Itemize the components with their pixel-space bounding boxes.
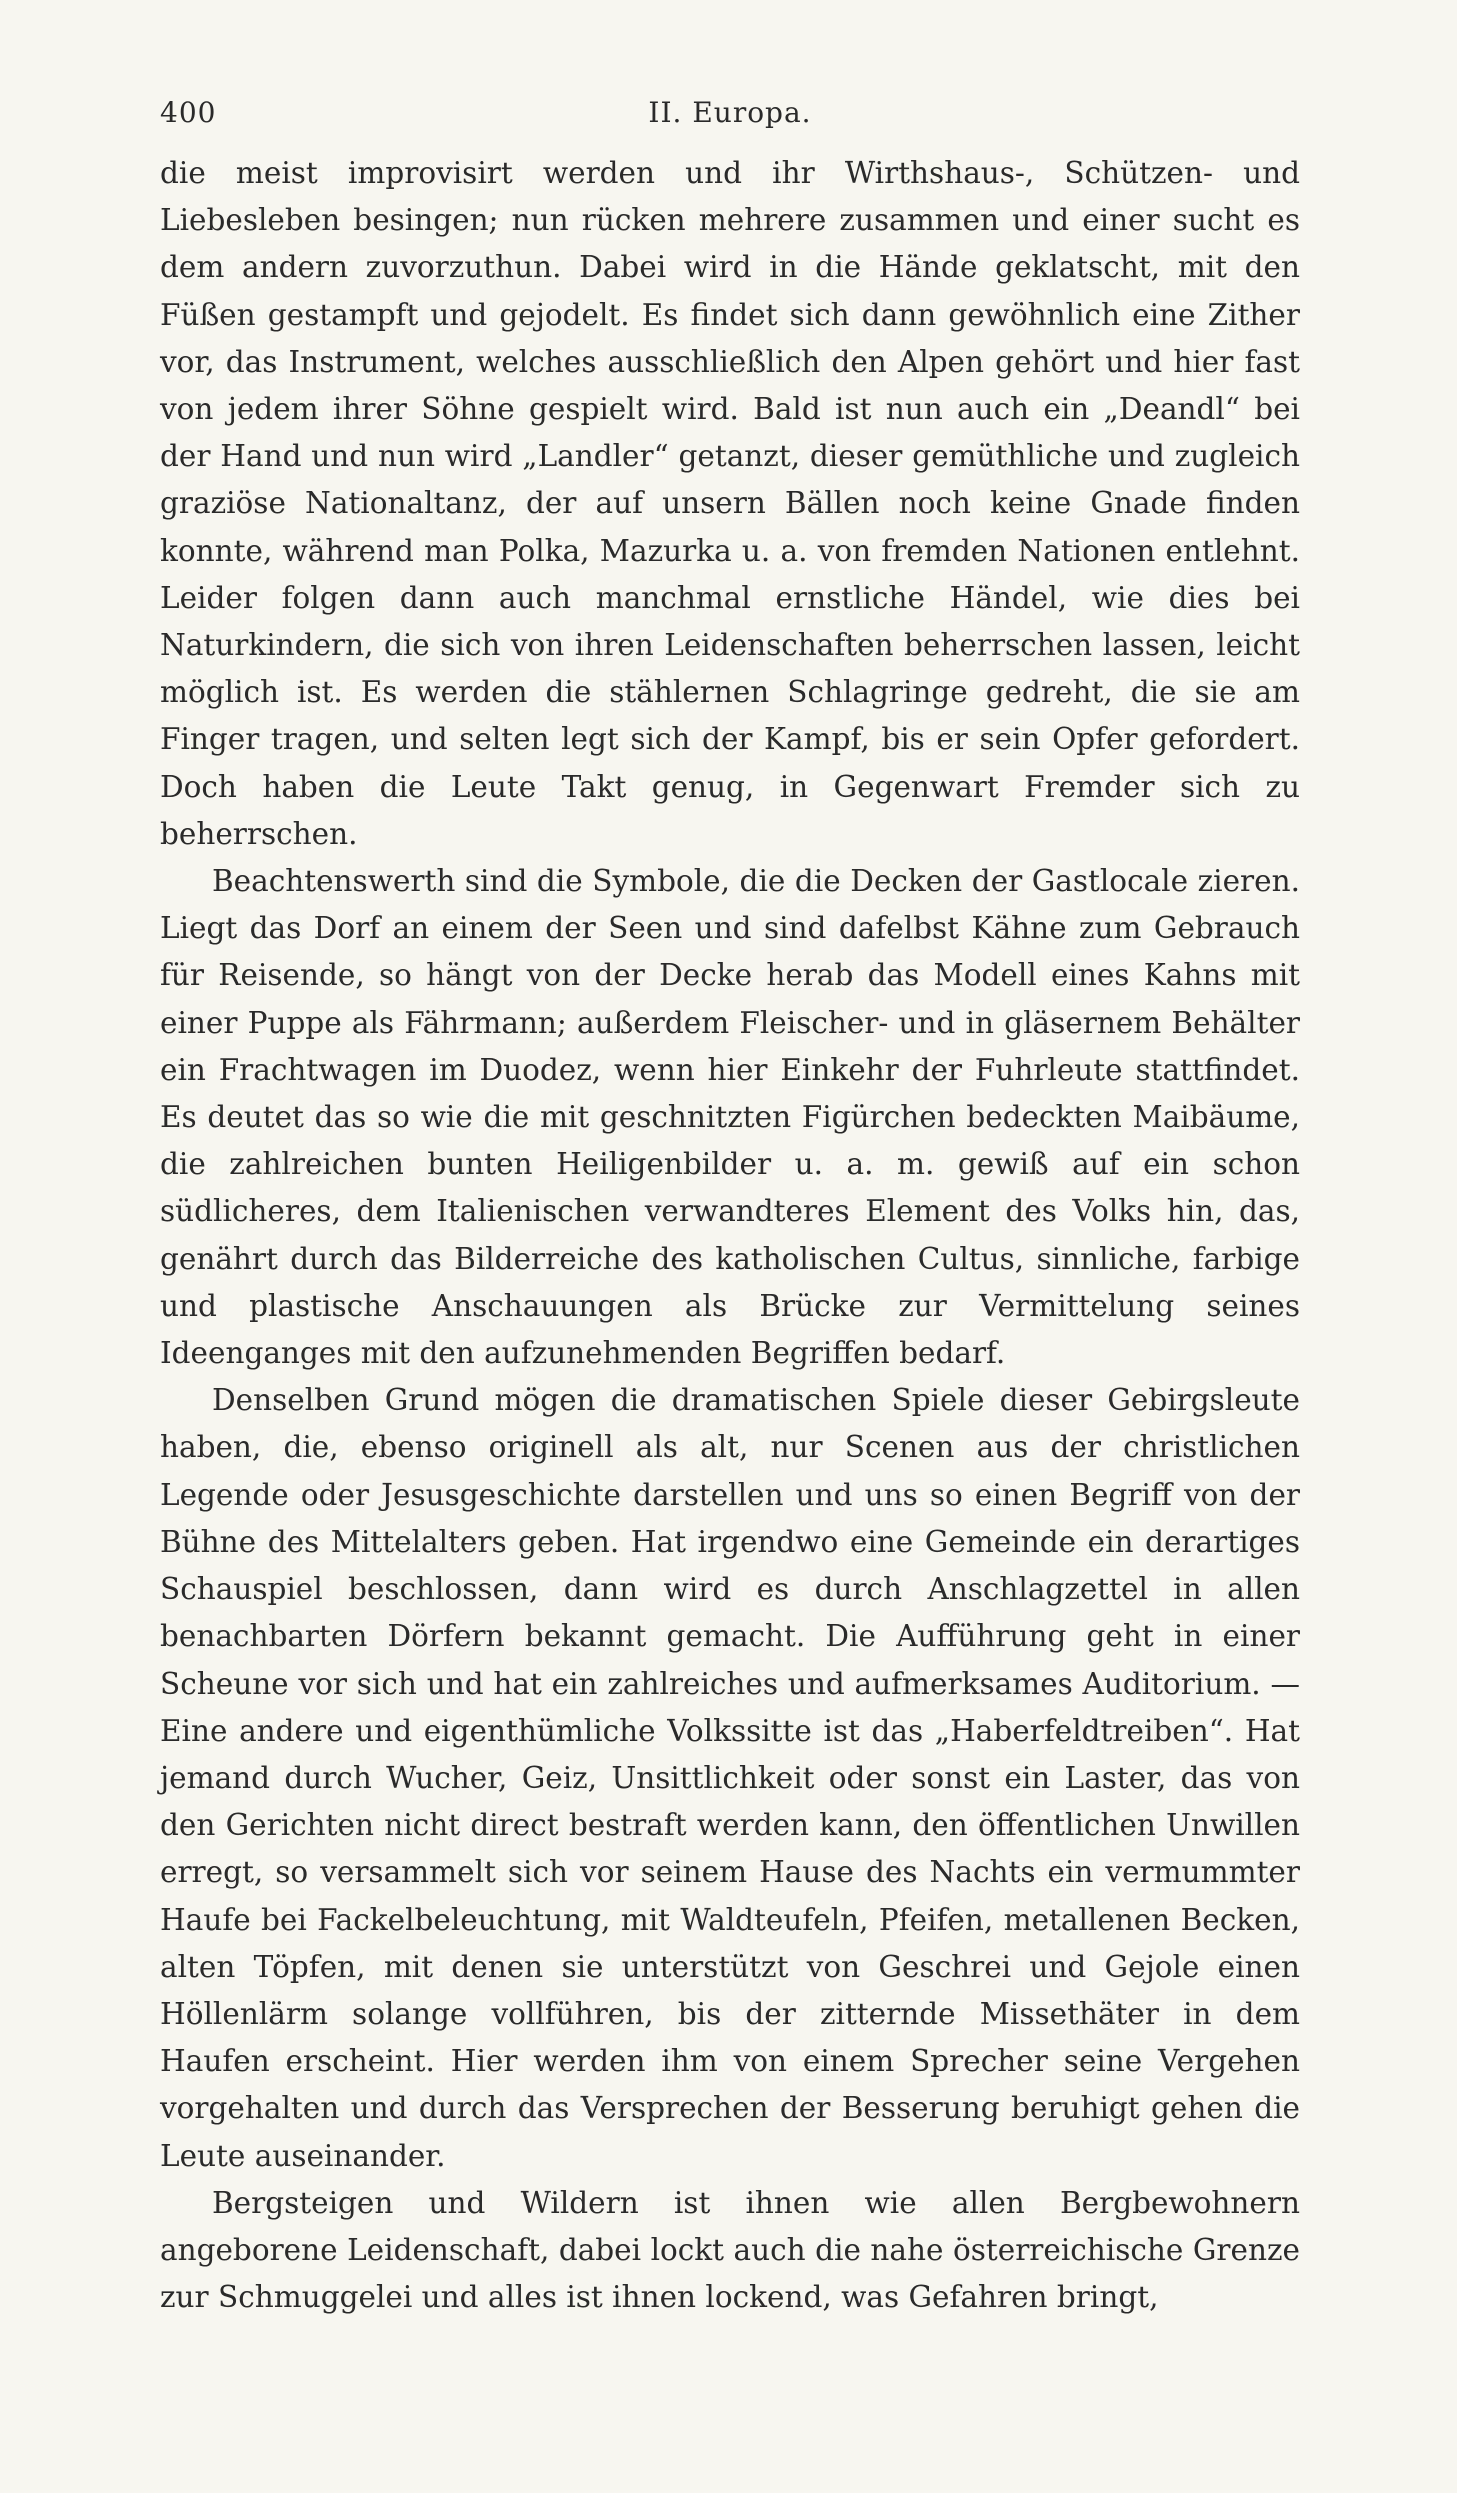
paragraph: Denselben Grund mögen die dramatischen Spiele dieser Gebirgsleute haben, die, ebenso originell als alt, nur Scenen aus der christlichen Legende oder Jesusgeschichte darstellen und uns so einen Begriff von der Bühne des Mittelalters geben. Hat irgendwo eine Gemeinde ein derartiges Schauspiel beschlossen, dann wird es durch Anschlagzettel in allen benachbarten Dörfern bekannt gemacht. Die Aufführung geht in einer Scheune vor sich und hat ein zahlreiches und aufmerksames Auditorium. — Eine andere und eigenthümliche Volkssitte ist das „Haberfeldtreiben“. Hat jemand durch Wucher, Geiz, Unsittlichkeit oder sonst ein Laster, das von den Gerichten nicht direct bestraft werden kann, den öffentlichen Unwillen erregt, so versammelt sich vor seinem Hause des Nachts ein vermummter Haufe bei Fackelbeleuchtung, mit Waldteufeln, Pfeifen, metallenen Becken, alten Töpfen, mit denen sie unterstützt von Geschrei und Gejole einen Höllenlärm solange vollführen, bis der zitternde Missethäter in dem Haufen erscheint. Hier werden ihm von einem Sprecher seine Vergehen vorgehalten und durch das Versprechen der Besserung beruhigt gehen die Leute auseinander.	[160, 1383, 1300, 2173]
body-text	[160, 150, 1300, 2321]
page-header	[160, 96, 1300, 136]
paragraph: Beachtenswerth sind die Symbole, die die Decken der Gastlocale zieren. Liegt das Dorf an einem der Seen und sind dafelbst Kähne zum Gebrauch für Reisende, so hängt von der Decke herab das Modell eines Kahns mit einer Puppe als Fährmann; außerdem Fleischer- und in gläsernem Behälter ein Frachtwagen im Duodez, wenn hier Einkehr der Fuhrleute stattfindet. Es deutet das so wie die mit geschnitzten Figürchen bedeckten Maibäume, die zahlreichen bunten Heiligenbilder u. a. m. gewiß auf ein schon südlicheres, dem Italienischen verwandteres Element des Volks hin, das, genährt durch das Bilderreiche des katholischen Cultus, sinnliche, farbige und plastische Anschauungen als Brücke zur Vermittelung seines Ideenganges mit den aufzunehmenden Begriffen bedarf.	[160, 864, 1300, 1371]
paragraph: Bergsteigen und Wildern ist ihnen wie allen Bergbewohnern angeborene Leidenschaft, dabei lockt auch die nahe österreichische Grenze zur Schmuggelei und alles ist ihnen lockend, was Gefahren bringt,	[160, 2185, 1300, 2315]
page-number: 400	[160, 96, 217, 129]
paragraph: die meist improvisirt werden und ihr Wirthshaus-, Schützen- und Liebesleben besingen; nun rücken mehrere zusammen und einer sucht es dem andern zuvorzuthun. Dabei wird in die Hände geklatscht, mit den Füßen gestampft und gejodelt. Es findet sich dann gewöhnlich eine Zither vor, das Instrument, welches ausschließlich den Alpen gehört und hier fast von jedem ihrer Söhne gespielt wird. Bald ist nun auch ein „Deandl“ bei der Hand und nun wird „Landler“ getanzt, dieser gemüthliche und zugleich graziöse Nationaltanz, der auf unsern Bällen noch keine Gnade finden konnte, während man Polka, Mazurka u. a. von fremden Nationen entlehnt. Leider folgen dann auch manchmal ernstliche Händel, wie dies bei Naturkindern, die sich von ihren Leidenschaften beherrschen lassen, leicht möglich ist. Es werden die stählernen Schlagringe gedreht, die sie am Finger tragen, und selten legt sich der Kampf, bis er sein Opfer gefordert. Doch haben die Leute Takt genug, in Gegenwart Fremder sich zu beherrschen.	[160, 156, 1300, 851]
running-title: II. Europa.	[648, 96, 812, 129]
